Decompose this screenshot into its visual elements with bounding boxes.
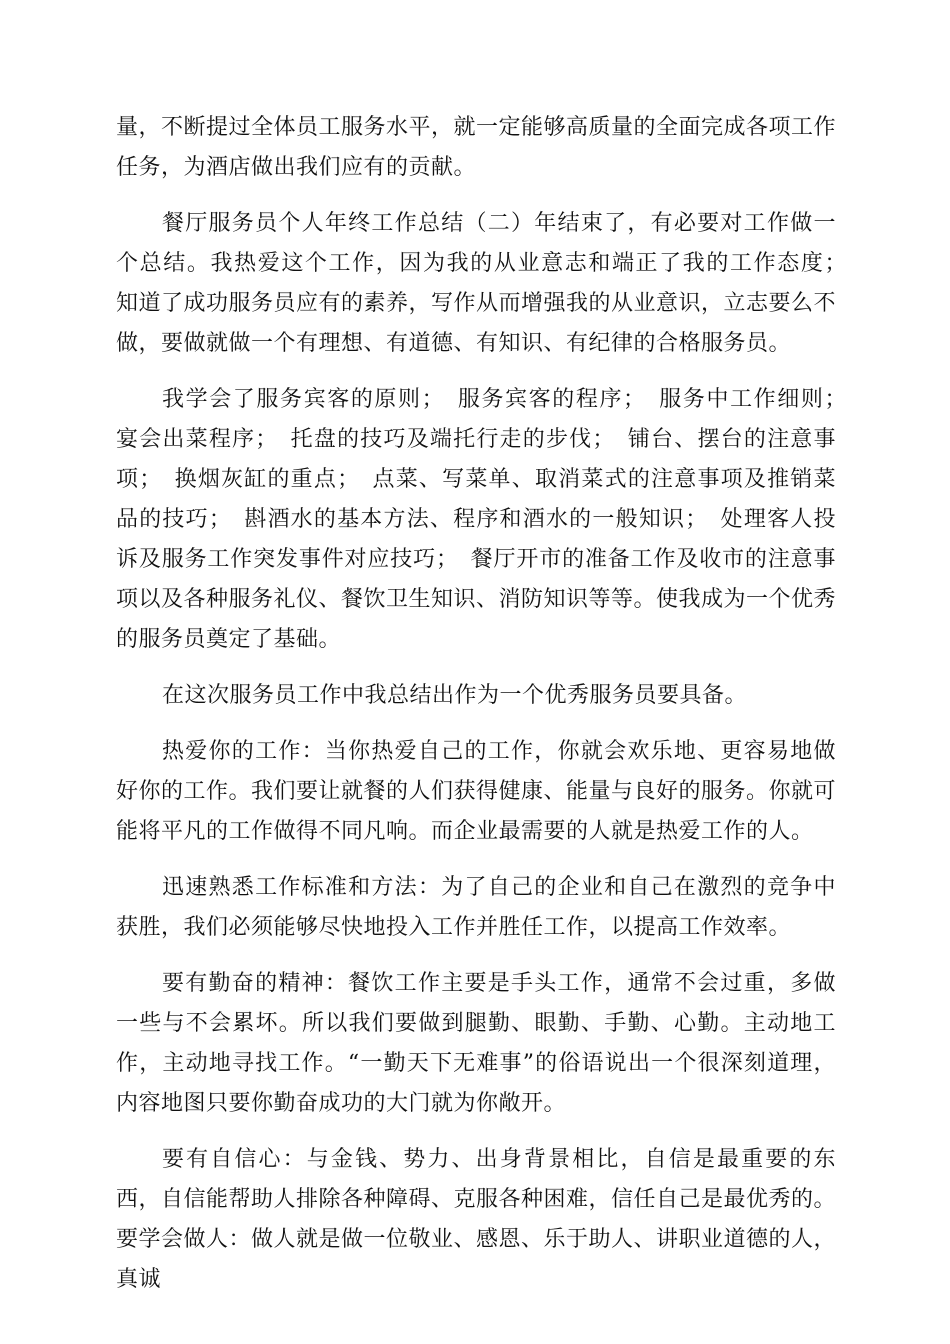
paragraph-summary-intro: 餐厅服务员个人年终工作总结（二）年结束了，有必要对工作做一个总结。我热爱这个工作，因为我的从业意志和端正了我的工作态度； 知道了成功服务员应有的素养，写作从而增强我的从业意识，立志要么不做，要做就做一个有理想、有道德、有知识、有纪律的合格服务员。 xyxy=(116,211,859,356)
paragraph-diligence: 要有勤奋的精神：餐饮工作主要是手头工作，通常不会过重，多做一些与不会累坏。所以我们要做到腿勤、眼勤、手勤、心勤。主动地工作，主动地寻找工作。“一勤天下无难事”的俗语说出一个很深刻道理，内容地图只要你勤奋成功的大门就为你敞开。 xyxy=(116,971,836,1116)
paragraph-qualities-heading: 在这次服务员工作中我总结出作为一个优秀服务员要具备。 xyxy=(162,683,748,708)
paragraph-learn-standards: 迅速熟悉工作标准和方法：为了自己的企业和自己在激烈的竞争中获胜，我们必须能够尽快地投入工作并胜任工作，以提高工作效率。 xyxy=(116,875,836,940)
paragraph-confidence: 要有自信心：与金钱、势力、出身背景相比，自信是最重要的东西，自信能帮助人排除各种障碍、克服各种困难，信任自己是最优秀的。要学会做人：做人就是做一位敬业、感恩、乐于助人、讲职业道德的人，真诚 xyxy=(116,1147,837,1292)
paragraph-continuation: 量，不断提过全体员工服务水平，就一定能够高质量的全面完成各项工作任务，为酒店做出我们应有的贡献。 xyxy=(116,115,837,180)
paragraph-skills-learned: 我学会了服务宾客的原则； 服务宾客的程序； 服务中工作细则； 宴会出菜程序； 托盘的技巧及端托行走的步伐； 铺台、摆台的注意事项； 换烟灰缸的重点； 点菜、写菜单、取消菜式的注意事项及推销菜品的技巧； 斟酒水的基本方法、程序和酒水的一般知识； 处理客人投诉及服务工作突发事件对应技巧； 餐厅开市的准备工作及收市的注意事项以及各种服务礼仪、餐饮卫生知识、消防知识等等。使我成为一个优秀的服务员奠定了基础。 xyxy=(116,387,859,652)
paragraph-love-work: 热爱你的工作：当你热爱自己的工作，你就会欢乐地、更容易地做好你的工作。我们要让就餐的人们获得健康、能量与良好的服务。你就可能将平凡的工作做得不同凡响。而企业最需要的人就是热爱工作的人。 xyxy=(116,739,837,844)
document-body xyxy=(116,108,859,1316)
